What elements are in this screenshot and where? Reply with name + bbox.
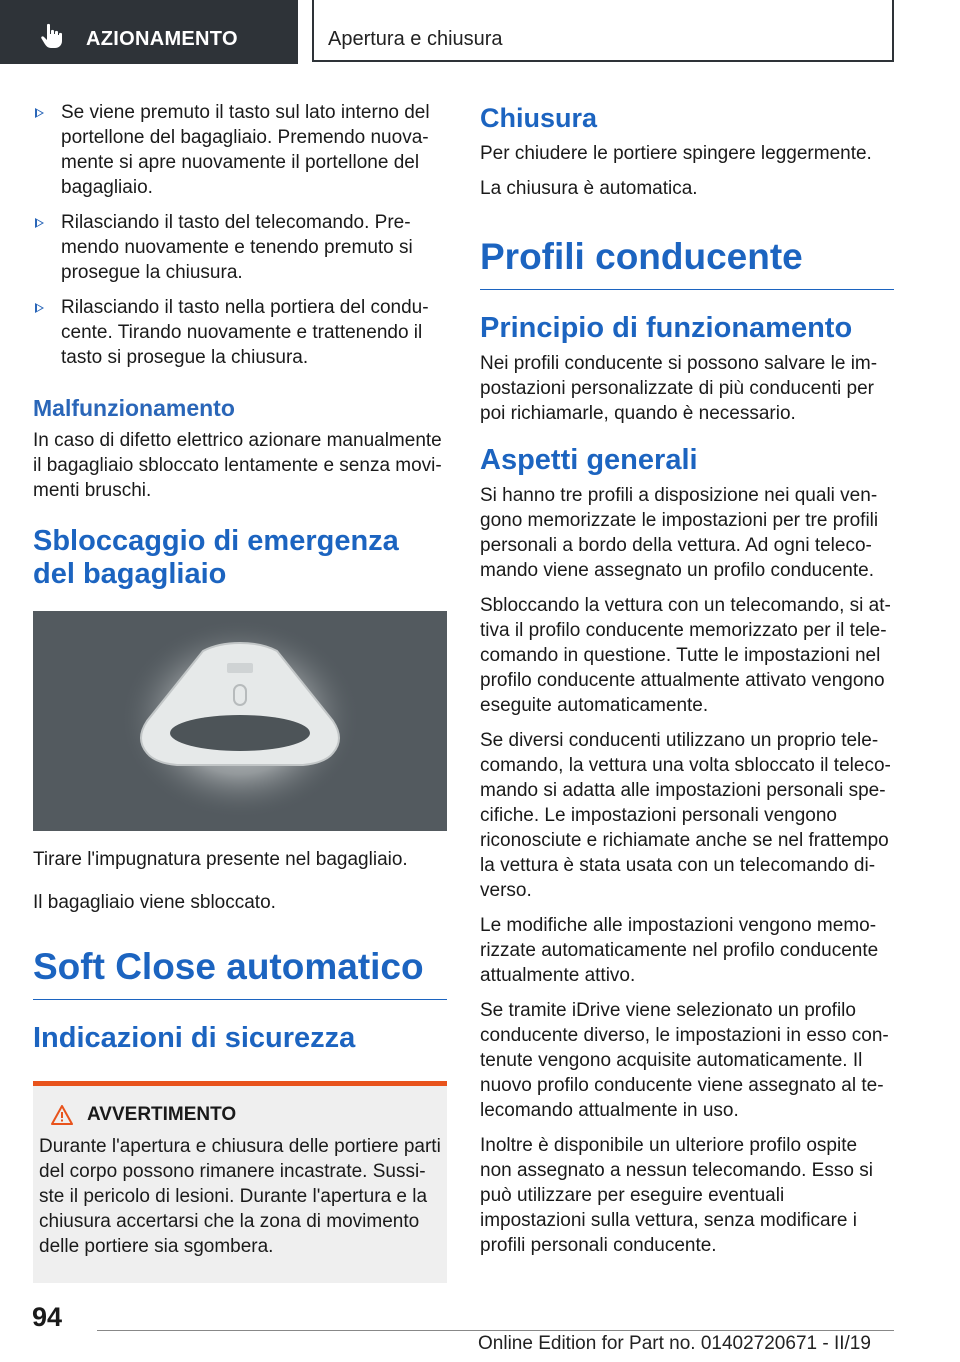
closing-text-2: La chiusura è automatica. (480, 178, 698, 199)
emergency-text-2: Il bagagliaio viene sbloccato. (33, 892, 276, 913)
page-number: 94 (32, 1302, 63, 1332)
principle-text: Nei profili conducente si possono salvare le impostazioni personalizzate di più conducenti per poi richiamarle, quando è necessario. (480, 353, 878, 424)
general-paragraph: Le modifiche alle impostazioni vengono memorizzate automaticamente nel profilo conducente attualmente attivo. (480, 915, 879, 986)
list-item: Rilasciando il tasto del telecomando. Premendo nuovamente e tenendo premuto si prosegue la chiusura. (33, 210, 447, 285)
malfunction-heading: Malfunzionamento (33, 395, 235, 421)
emergency-handle-illustration (33, 611, 447, 831)
general-heading: Aspetti generali (480, 444, 698, 476)
closing-heading: Chiusura (480, 103, 598, 133)
warning-text: Durante l'apertura e chiusura delle portiere parti del corpo possono rimanere incastrate. Sussiste il pericolo di lesioni. Durante l'apertura e la chiusura accertarsi che la zona di movimento delle portiere sia sgombera. (39, 1136, 441, 1257)
general-paragraph: Se tramite iDrive viene selezionato un profilo conducente diverso, le impostazioni in esso contenute vengono acquisite automaticamente. Il nuovo profilo conducente viene assegnato al telecomando attualmente in uso. (480, 1000, 889, 1121)
general-paragraph: Si hanno tre profili a disposizione nei quali vengono memorizzate le impostazioni per tre profili personali a bordo della vettura. Ad ogni telecomando viene assegnato un profilo conducente. (480, 485, 879, 581)
triangle-bullet-icon (35, 108, 44, 118)
safety-heading: Indicazioni di sicurezza (33, 1022, 356, 1054)
warning-icon (51, 1105, 73, 1125)
softclose-heading: Soft Close automatico (33, 945, 447, 1000)
warning-title: AVVERTIMENTO (87, 1104, 237, 1125)
right-column (480, 100, 894, 1268)
emergency-text-1: Tirare l'impugnatura presente nel bagagliaio. (33, 849, 408, 870)
section-label: AZIONAMENTO (86, 28, 238, 50)
list-item: Se viene premuto il tasto sul lato interno del portellone del bagagliaio. Premendo nuovamente si apre nuovamente il portellone del bagagliaio. (33, 100, 447, 200)
profiles-heading: Profili conducente (480, 235, 894, 290)
warning-box (33, 1081, 447, 1283)
left-column (33, 100, 447, 1283)
general-paragraph: Inoltre è disponibile un ulteriore profilo ospite non assegnato a nessun telecomando. Esso si può utilizzare per eseguire eventuali impostazioni sulla vettura, senza modificare i profili personali conducente. (480, 1135, 873, 1256)
triangle-bullet-icon (35, 303, 44, 313)
list-item: Rilasciando il tasto nella portiera del conducente. Tirando nuovamente e trattenendo il tasto si prosegue la chiusura. (33, 295, 447, 370)
principle-heading: Principio di funzionamento (480, 312, 853, 344)
edition-text: Online Edition for Part no. 01402720671 - II/19 (478, 1333, 871, 1354)
footer-divider (97, 1330, 894, 1331)
emergency-heading: Sbloccaggio di emergenza del bagagliaio (33, 525, 399, 590)
chapter-label: Apertura e chiusura (328, 28, 503, 50)
malfunction-text: In caso di difetto elettrico azionare manualmente il bagagliaio sbloccato lentamente e senza movimenti bruschi. (33, 430, 442, 501)
closing-text-1: Per chiudere le portiere spingere leggermente. (480, 143, 872, 164)
triangle-bullet-icon (35, 218, 44, 228)
general-paragraph: Se diversi conducenti utilizzano un proprio telecomando, la vettura una volta sbloccato il telecomando si adatta alle impostazioni personali specifiche. Le impostazioni personali vengono riconosciute e richiamate anche se nel frattempo la vettura è stata usata con un telecomando diverso. (480, 730, 891, 901)
section-tab[interactable] (0, 0, 298, 64)
hand-icon (38, 22, 66, 50)
emergency-handle-photo (33, 611, 447, 831)
general-paragraph: Sbloccando la vettura con un telecomando, si attiva il profilo conducente memorizzato per il telecomando in questione. Tutte le impostazioni nel profilo conducente attualmente attivato vengono eseguite automaticamente. (480, 595, 891, 716)
chapter-header (312, 0, 894, 62)
